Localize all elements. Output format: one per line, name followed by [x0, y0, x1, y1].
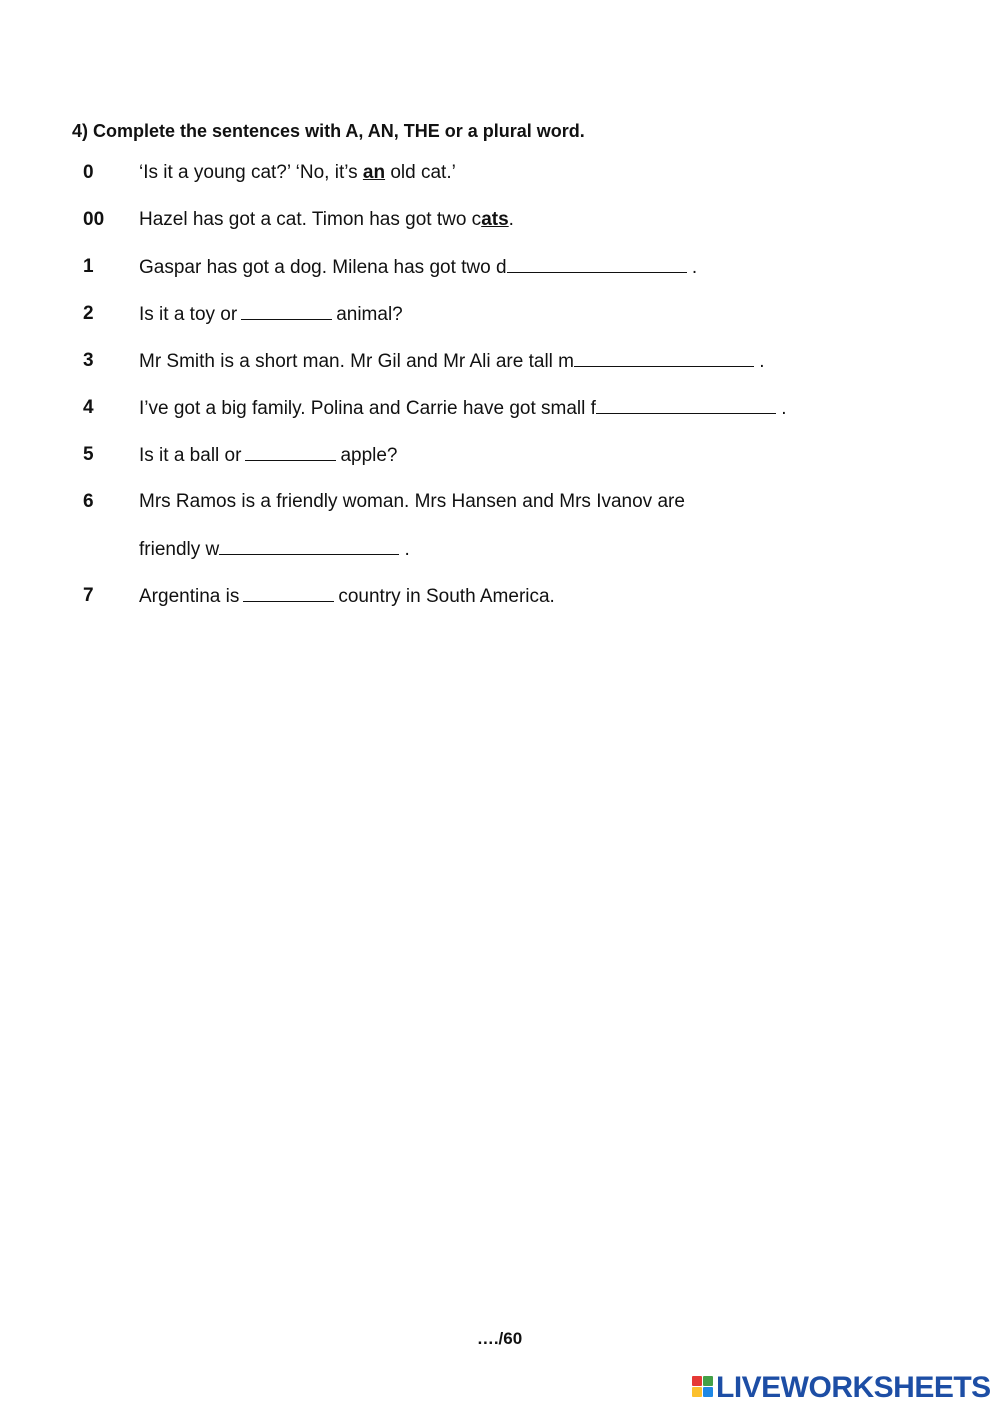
sentence-item [0, 585, 999, 609]
liveworksheets-logo [692, 1372, 992, 1402]
answer-blank[interactable] [596, 397, 776, 414]
sentence-item [0, 256, 999, 280]
answer-blank[interactable] [245, 444, 336, 461]
sentence-text: Gaspar has got a dog. Milena has got two d . [139, 257, 698, 278]
sentence-text: Argentina is country in South America. [139, 586, 555, 607]
sentence-text: Is it a ball or apple? [139, 445, 398, 466]
answer-blank[interactable] [574, 350, 754, 367]
score-total: …./60 [476, 1329, 523, 1348]
sentence-item [0, 303, 999, 327]
item-number: 6 [83, 491, 94, 512]
item-number: 4 [83, 397, 94, 418]
sentence-item [0, 397, 999, 421]
answer-blank[interactable] [219, 538, 399, 555]
sentence-item [0, 491, 999, 515]
sentence-text: Mrs Ramos is a friendly woman. Mrs Hansen and Mrs Ivanov are [139, 491, 685, 512]
sentence-text: I’ve got a big family. Polina and Carrie have got small f . [139, 398, 787, 419]
logo-icon [692, 1376, 714, 1398]
answer-blank[interactable] [241, 303, 332, 320]
item-number: 1 [83, 256, 94, 277]
sentence-item [0, 350, 999, 374]
logo-text: LIVEWORKSHEETS [716, 1371, 991, 1404]
answer-blank[interactable] [243, 585, 334, 602]
item-number: 2 [83, 303, 94, 324]
sentence-text: Hazel has got a cat. Timon has got two cats. [139, 209, 514, 230]
sentence-item-continuation [0, 538, 999, 562]
answer-blank[interactable] [507, 256, 687, 273]
sentence-item [0, 162, 999, 186]
sentence-text: friendly w . [139, 539, 410, 560]
sentence-text: Is it a toy or animal? [139, 304, 403, 325]
item-number: 3 [83, 350, 94, 371]
sentence-item [0, 209, 999, 233]
sentence-item [0, 444, 999, 468]
sentence-text: Mr Smith is a short man. Mr Gil and Mr Ali are tall m . [139, 351, 765, 372]
exercise-heading: 4) Complete the sentences with A, AN, THE or a plural word. [72, 121, 585, 141]
item-number: 0 [83, 162, 94, 183]
sentence-text: ‘Is it a young cat?’ ‘No, it’s an old cat.’ [139, 162, 456, 183]
item-number: 7 [83, 585, 94, 606]
item-number: 5 [83, 444, 94, 465]
item-number: 00 [83, 209, 105, 230]
example-answer: ats [481, 209, 509, 230]
example-answer: an [362, 162, 386, 183]
